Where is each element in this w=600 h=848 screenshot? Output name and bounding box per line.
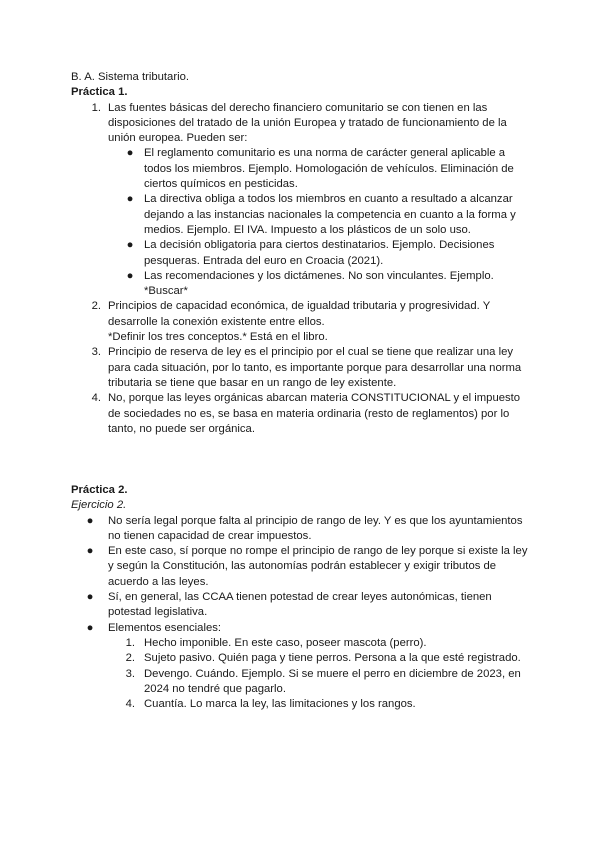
item-number: 1. <box>91 101 101 114</box>
item-number: 4. <box>125 698 135 711</box>
list-item <box>71 514 531 545</box>
item-text: Devengo. Cuándo. Ejemplo. Si se muere el perro en diciembre de 2023, en 2024 no tendré que pagarlo. <box>144 667 521 695</box>
list-item <box>71 651 531 666</box>
bullet-icon: ● <box>126 193 134 206</box>
item-text: Las recomendaciones y los dictámenes. No son vinculantes. Ejemplo. *Buscar* <box>144 269 494 298</box>
item-number: 2. <box>91 300 101 313</box>
list-item <box>71 101 531 147</box>
item-text: Sí, en general, las CCAA tienen potestad de crear leyes autonómicas, tienen potestad legislativa. <box>108 591 492 619</box>
bullet-icon: ● <box>126 269 134 282</box>
item-note: *Definir los tres conceptos.* Está en el libro. <box>108 331 328 344</box>
item-text: El reglamento comunitario es una norma de carácter general aplicable a todos los miembros. Ejemplo. Homologación de vehículos. Eliminación de ciertos químicos en pesticidas. <box>144 147 514 191</box>
item-number: 3. <box>91 346 101 359</box>
item-number: 4. <box>91 392 101 405</box>
item-text: Sujeto pasivo. Quién paga y tiene perros. Persona a la que esté registrado. <box>144 652 521 665</box>
item-text: La decisión obligatoria para ciertos destinatarios. Ejemplo. Decisiones pesqueras. Entrada del euro en Croacia (2021). <box>144 239 495 267</box>
list-item <box>71 345 531 391</box>
bullet-icon: ● <box>86 591 94 604</box>
item-text: No, porque las leyes orgánicas abarcan materia CONSTITUCIONAL y el impuesto de sociedades no es, se basa en materia ordinaria (resto de reglamentos) por lo tanto, no puede ser orgánica. <box>108 392 521 435</box>
list-item <box>71 192 531 238</box>
item-number: 2. <box>125 652 135 665</box>
item-text: Principios de capacidad económica, de igualdad tributaria y progresividad. Y desarrolle la conexión existente entre ellos. <box>108 300 491 328</box>
item-text: Hecho imponible. En este caso, poseer mascota (perro). <box>144 636 427 649</box>
item-text: Las fuentes básicas del derecho financiero comunitario se con tienen en las disposiciones del tratado de la unión Europea y tratado de funcionamiento de la unión europea. Pueden ser: <box>108 101 507 145</box>
list-item <box>71 667 531 698</box>
practica-1-section <box>71 70 531 437</box>
item-text: No sería legal porque falta al principio de rango de ley. Y es que los ayuntamientos no tienen capacidad de crear impuestos. <box>108 514 523 542</box>
ejercicio-subtitle: Ejercicio 2. <box>71 499 127 512</box>
item-text: Principio de reserva de ley es el principio por el cual se tiene que realizar una ley para cada situación, por lo tanto, es importante porque para desarrollar una norma tributaria se tiene que basar en un rango de ley existente. <box>108 346 522 389</box>
practica-1-title: Práctica 1. <box>71 86 128 99</box>
bullet-icon: ● <box>86 545 94 558</box>
list-item <box>71 238 531 269</box>
list-item <box>71 544 531 590</box>
item-text: Elementos esenciales: <box>108 621 222 634</box>
list-item <box>71 391 531 437</box>
item-text: La directiva obliga a todos los miembros en cuanto a resultado a alcanzar dejando a las instancias nacionales la competencia en cuanto a la forma y medios. Ejemplo. El IVA. Impuesto a los plásticos de un solo uso. <box>144 193 516 236</box>
list-item <box>71 269 531 300</box>
item-text: En este caso, sí porque no rompe el principio de rango de ley porque si existe la ley y según la Constitución, las autonomías podrán establecer y exigir tributos de acuerdo a las leyes. <box>108 545 528 588</box>
item-number: 3. <box>125 667 135 680</box>
list-item <box>71 590 531 621</box>
practica-2-section <box>71 483 531 712</box>
list-item <box>71 146 531 192</box>
document-header: B. A. Sistema tributario. <box>71 71 190 83</box>
bullet-icon: ● <box>126 147 134 160</box>
bullet-icon: ● <box>126 239 134 252</box>
bullet-icon: ● <box>86 514 94 527</box>
bullet-icon: ● <box>86 621 94 634</box>
item-number: 1. <box>125 636 135 649</box>
list-item <box>71 636 531 651</box>
list-item <box>71 697 531 712</box>
list-item <box>71 299 531 345</box>
practica-2-title: Práctica 2. <box>71 484 128 496</box>
list-item <box>71 621 531 636</box>
item-text: Cuantía. Lo marca la ley, las limitaciones y los rangos. <box>144 698 416 711</box>
